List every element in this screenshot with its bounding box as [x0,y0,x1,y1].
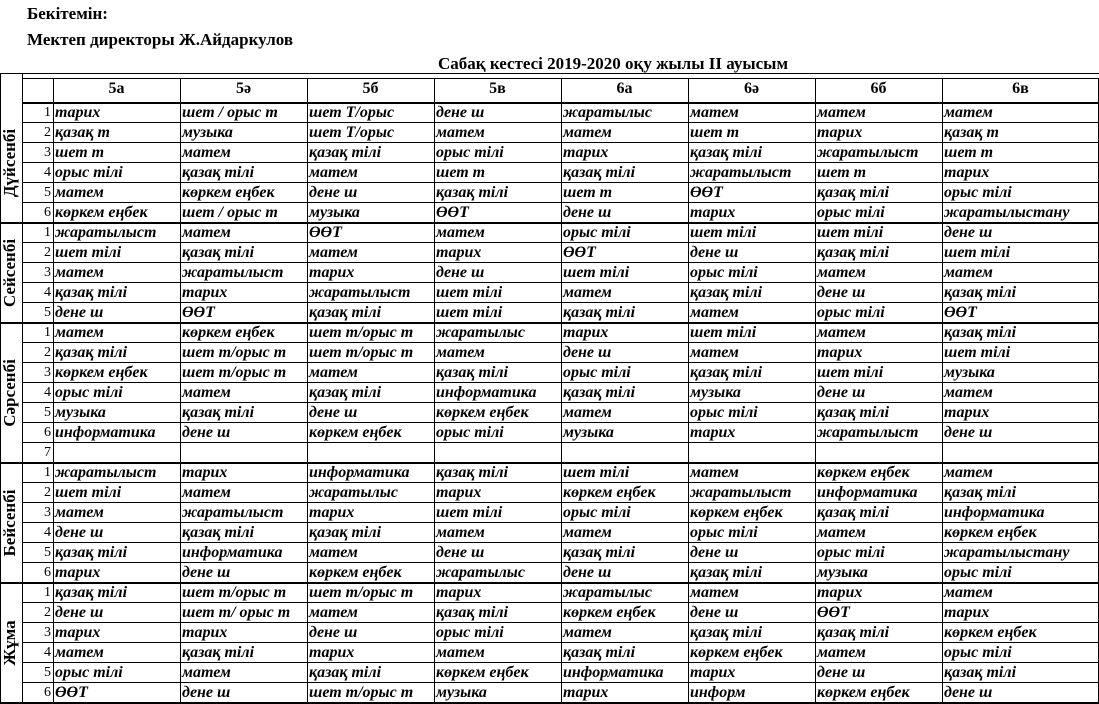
subject-cell: музыка [817,564,868,581]
subject-cell: жаратылыс [436,564,525,581]
subject-cell: қазақ тілі [563,164,636,181]
subject-cell: матем [817,644,866,661]
subject-cell: тарих [690,204,736,221]
subject-cell: жаратылыс [563,584,652,601]
lesson-number: 2 [44,345,51,360]
subject-cell: шет т [436,164,486,181]
subject-cell: дене ш [309,624,358,641]
subject-cell: информатика [817,484,918,501]
lesson-number: 1 [44,465,51,480]
lesson-number: 6 [44,565,51,580]
subject-cell: көркем еңбек [55,364,148,381]
subject-cell: шет т/орыс т [309,584,414,601]
subject-cell: матем [817,104,866,121]
subject-cell: дене ш [309,404,358,421]
subject-cell: тарих [944,604,990,621]
subject-cell: қазақ тілі [436,364,509,381]
subject-cell: музыка [690,384,741,401]
subject-cell: қазақ тілі [817,184,890,201]
subject-cell: орыс тілі [690,524,758,541]
subject-cell: қазақ тілі [55,584,128,601]
class-header-5: 6ә [743,80,760,97]
subject-cell: матем [55,504,104,521]
subject-cell: шет т/ орыс т [182,604,291,621]
subject-cell: дене ш [944,684,993,701]
subject-cell: орыс тілі [55,664,123,681]
subject-cell: қазақ тілі [436,604,509,621]
subject-cell: жаратылыс [563,104,652,121]
subject-cell: шет т/орыс т [182,364,287,381]
subject-cell: тарих [944,164,990,181]
lesson-number: 5 [44,305,51,320]
subject-cell: орыс тілі [690,404,758,421]
subject-cell: дене ш [182,424,231,441]
subject-cell: тарих [817,344,863,361]
lesson-number: 3 [44,625,51,640]
subject-cell: музыка [182,124,233,141]
subject-cell: қазақ тілі [944,324,1017,341]
subject-cell: қазақ тілі [182,524,255,541]
subject-cell: қазақ тілі [55,544,128,561]
subject-cell: информатика [55,424,156,441]
subject-cell: қазақ т [944,124,999,141]
subject-cell: дене ш [817,284,866,301]
subject-cell: көркем еңбек [563,604,656,621]
subject-cell [688,443,821,463]
subject-cell: шет тілі [55,244,122,261]
subject-cell: информатика [309,464,410,481]
subject-cell: шет т [944,144,994,161]
subject-cell: шет т [817,164,867,181]
subject-cell: матем [182,484,231,501]
subject-cell: жаратылыст [182,504,284,521]
subject-cell: тарих [55,104,101,121]
subject-cell: шет тілі [944,244,1011,261]
lesson-number: 2 [44,125,51,140]
lesson-number: 6 [44,685,51,700]
subject-cell: қазақ тілі [563,304,636,321]
subject-cell: шет тілі [436,304,503,321]
subject-cell: матем [563,124,612,141]
class-header-4: 6а [616,80,633,97]
subject-cell: ӨӨТ [55,684,88,701]
subject-cell: қазақ тілі [309,384,382,401]
subject-cell: шет т/орыс т [309,344,414,361]
subject-cell: матем [309,164,358,181]
subject-cell: матем [309,604,358,621]
subject-cell: қазақ тілі [563,384,636,401]
subject-cell: дене ш [690,544,739,561]
subject-cell [815,443,948,463]
subject-cell: ӨӨТ [817,604,850,621]
subject-cell: тарих [309,644,355,661]
subject-cell: орыс тілі [944,184,1012,201]
class-header-2: 5б [362,80,379,97]
subject-cell: матем [436,224,485,241]
subject-cell: қазақ тілі [309,664,382,681]
subject-cell: информ [690,684,746,701]
subject-cell: дене ш [817,664,866,681]
subject-cell: қазақ тілі [182,644,255,661]
subject-cell: матем [182,664,231,681]
subject-cell: информатика [563,664,664,681]
subject-cell: ӨӨТ [690,184,723,201]
subject-cell: шет тілі [690,324,757,341]
subject-cell: тарих [944,404,990,421]
lesson-number: 3 [44,145,51,160]
subject-cell: шет тілі [817,224,884,241]
subject-cell: шет тілі [436,504,503,521]
subject-cell: орыс тілі [436,144,504,161]
subject-cell: матем [944,264,993,281]
subject-cell: шет Т/орыс [309,124,395,141]
lesson-number: 1 [44,585,51,600]
subject-cell: шет т/орыс т [309,324,414,341]
subject-cell: қазақ тілі [563,644,636,661]
subject-cell: қазақ тілі [690,364,763,381]
subject-cell: тарих [436,484,482,501]
subject-cell: қазақ тілі [690,284,763,301]
subject-cell: матем [944,464,993,481]
subject-cell: қазақ тілі [817,504,890,521]
subject-cell: көркем еңбек [182,184,275,201]
column-line [688,78,689,703]
subject-cell: матем [436,524,485,541]
lesson-number: 4 [44,285,51,300]
subject-cell: көркем еңбек [817,684,910,701]
subject-cell: қазақ тілі [817,404,890,421]
subject-cell: көркем еңбек [309,564,402,581]
column-line [434,78,435,703]
subject-cell: матем [182,224,231,241]
lesson-number: 4 [44,525,51,540]
subject-cell: көркем еңбек [690,504,783,521]
subject-cell: матем [563,524,612,541]
subject-cell: орыс тілі [944,564,1012,581]
column-line [22,73,23,703]
subject-cell: шет тілі [563,464,630,481]
subject-cell: шет т [55,144,105,161]
subject-cell: қазақ тілі [55,344,128,361]
subject-cell: шет / орыс т [182,104,278,121]
subject-cell: матем [309,364,358,381]
subject-cell: матем [55,644,104,661]
subject-cell: орыс тілі [563,364,631,381]
subject-cell: көркем еңбек [817,464,910,481]
subject-cell: жаратылыст [690,164,792,181]
subject-cell: тарих [690,424,736,441]
schedule-title: Сабақ кестесі 2019-2020 оқу жылы ІІ ауысым [438,54,789,73]
subject-cell: матем [563,284,612,301]
subject-cell [307,443,440,463]
subject-cell: матем [55,264,104,281]
subject-cell: музыка [55,404,106,421]
subject-cell: қазақ тілі [182,244,255,261]
subject-cell: жаратылыст [55,224,157,241]
subject-cell: жаратылыс [436,324,525,341]
lesson-number: 5 [44,545,51,560]
subject-cell: матем [690,584,739,601]
subject-cell: дене ш [944,424,993,441]
subject-cell: қазақ тілі [817,624,890,641]
subject-cell: матем [944,384,993,401]
subject-cell: матем [690,344,739,361]
subject-cell: матем [55,184,104,201]
subject-cell: шет тілі [817,364,884,381]
lesson-number: 6 [44,425,51,440]
subject-cell: көркем еңбек [436,404,529,421]
lesson-number: 6 [44,205,51,220]
subject-cell: матем [436,124,485,141]
subject-cell [942,443,1099,463]
subject-cell: жаратылыст [182,264,284,281]
class-header-0: 5а [108,80,125,97]
subject-cell: матем [690,304,739,321]
subject-cell: ӨӨТ [436,204,469,221]
column-line [561,78,562,703]
subject-cell: матем [817,524,866,541]
day-label: Бейсенбі [0,489,19,557]
subject-cell: матем [309,544,358,561]
subject-cell: матем [563,624,612,641]
subject-cell: тарих [436,244,482,261]
lesson-number: 2 [44,605,51,620]
subject-cell: орыс тілі [563,224,631,241]
lesson-number: 5 [44,405,51,420]
subject-cell: тарих [309,504,355,521]
subject-cell: музыка [309,204,360,221]
lesson-number: 5 [44,185,51,200]
day-label: Жұма [0,620,19,666]
subject-cell: көркем еңбек [563,484,656,501]
subject-cell: дене ш [55,604,104,621]
subject-cell [53,443,186,463]
lesson-number: 1 [44,325,51,340]
subject-cell: матем [436,644,485,661]
class-header-7: 6в [1012,80,1029,97]
subject-cell [561,443,694,463]
subject-cell: қазақ тілі [436,184,509,201]
subject-cell: дене ш [563,344,612,361]
subject-cell: дене ш [55,524,104,541]
subject-cell: тарих [817,584,863,601]
subject-cell: қазақ тілі [309,144,382,161]
subject-cell: тарих [182,464,228,481]
subject-cell: жаратылыст [55,464,157,481]
subject-cell: дене ш [309,184,358,201]
subject-cell: шет т [563,184,613,201]
day-label: Сейсенбі [0,238,19,308]
subject-cell: көркем еңбек [944,624,1037,641]
lesson-number: 2 [44,485,51,500]
subject-cell: қазақ тілі [944,284,1017,301]
subject-cell: жаратылыст [690,484,792,501]
subject-cell: дене ш [436,264,485,281]
subject-cell: дене ш [55,304,104,321]
subject-cell: дене ш [436,104,485,121]
subject-cell: жаратылыстану [944,204,1070,221]
day-label: Дүйсенбі [0,128,19,198]
subject-cell: орыс тілі [436,424,504,441]
subject-cell: орыс тілі [436,624,504,641]
subject-cell: матем [309,244,358,261]
subject-cell: информатика [436,384,537,401]
subject-cell: қазақ тілі [690,564,763,581]
subject-cell: матем [563,404,612,421]
lesson-number: 5 [44,665,51,680]
subject-cell: музыка [944,364,995,381]
column-line [942,78,943,703]
subject-cell: шет тілі [563,264,630,281]
subject-cell: жаратылыстану [944,544,1070,561]
class-header-6: 6б [870,80,887,97]
subject-cell: қазақ тілі [690,144,763,161]
subject-cell: тарих [817,124,863,141]
subject-cell: ӨӨТ [563,244,596,261]
subject-cell: орыс тілі [817,304,885,321]
subject-cell: жаратылыст [309,284,411,301]
subject-cell: матем [690,464,739,481]
subject-cell: тарих [436,584,482,601]
subject-cell: тарих [55,564,101,581]
subject-cell: дене ш [563,204,612,221]
subject-cell: орыс тілі [55,164,123,181]
column-line [53,78,54,703]
subject-cell: матем [690,104,739,121]
director-signature-line: Мектеп директоры Ж.Айдаркулов [27,30,294,49]
subject-cell: шет т/орыс т [309,684,414,701]
subject-cell: қазақ тілі [563,544,636,561]
lesson-number: 4 [44,165,51,180]
subject-cell: көркем еңбек [55,204,148,221]
lesson-number: 4 [44,645,51,660]
lesson-number: 3 [44,505,51,520]
lesson-number: 3 [44,365,51,380]
subject-cell: қазақ т [55,124,110,141]
subject-cell: көркем еңбек [309,424,402,441]
subject-cell: матем [817,264,866,281]
subject-cell: тарих [563,324,609,341]
subject-cell: көркем еңбек [182,324,275,341]
subject-cell: шет т/орыс т [182,584,287,601]
subject-cell: орыс тілі [817,544,885,561]
subject-cell: дене ш [182,684,231,701]
subject-cell: шет тілі [944,344,1011,361]
subject-cell: информатика [944,504,1045,521]
subject-cell [180,443,313,463]
lesson-number: 3 [44,265,51,280]
subject-cell: матем [55,324,104,341]
subject-cell [434,443,567,463]
subject-cell: шет т/орыс т [182,344,287,361]
lesson-number: 4 [44,385,51,400]
column-line [180,78,181,703]
subject-cell: дене ш [182,564,231,581]
subject-cell: дене ш [690,604,739,621]
subject-cell: тарих [563,144,609,161]
subject-cell: қазақ тілі [309,304,382,321]
subject-cell: матем [944,104,993,121]
subject-cell: дене ш [563,564,612,581]
subject-cell: тарих [690,664,736,681]
subject-cell: тарих [563,684,609,701]
subject-cell: ӨӨТ [182,304,215,321]
subject-cell: жаратылыс [309,484,398,501]
subject-cell: дене ш [690,244,739,261]
subject-cell: музыка [563,424,614,441]
subject-cell: матем [817,324,866,341]
column-line [815,78,816,703]
subject-cell: тарих [55,624,101,641]
subject-cell: тарих [182,284,228,301]
subject-cell: ӨӨТ [309,224,342,241]
subject-cell: шет тілі [55,484,122,501]
subject-cell: матем [436,344,485,361]
subject-cell: орыс тілі [690,264,758,281]
class-header-1: 5ә [235,80,252,97]
subject-cell: тарих [182,624,228,641]
subject-cell: ӨӨТ [944,304,977,321]
subject-cell: көркем еңбек [436,664,529,681]
subject-cell: матем [182,384,231,401]
subject-cell: дене ш [436,544,485,561]
subject-cell: көркем еңбек [944,524,1037,541]
lesson-number: 1 [44,105,51,120]
subject-cell: қазақ тілі [944,664,1017,681]
lesson-number: 7 [44,445,51,460]
column-line [307,78,308,703]
subject-cell: көркем еңбек [690,644,783,661]
day-label: Сәрсенбі [0,359,19,427]
subject-cell: қазақ тілі [55,284,128,301]
subject-cell: жаратылыст [817,424,919,441]
subject-cell: шет / орыс т [182,204,278,221]
subject-cell: информатика [182,544,283,561]
subject-cell: орыс тілі [944,644,1012,661]
subject-cell: жаратылыст [817,144,919,161]
subject-cell: шет т [690,124,740,141]
lesson-number: 1 [44,225,51,240]
subject-cell: дене ш [817,384,866,401]
subject-cell: матем [944,584,993,601]
subject-cell: шет Т/орыс [309,104,395,121]
subject-cell: қазақ тілі [436,464,509,481]
subject-cell: қазақ тілі [690,624,763,641]
subject-cell: шет тілі [690,224,757,241]
subject-cell: тарих [309,264,355,281]
subject-cell: орыс тілі [563,504,631,521]
subject-cell: қазақ тілі [817,244,890,261]
subject-cell: орыс тілі [817,204,885,221]
subject-cell: шет тілі [436,284,503,301]
subject-cell: қазақ тілі [309,524,382,541]
lesson-number: 2 [44,245,51,260]
subject-cell: музыка [436,684,487,701]
subject-cell: орыс тілі [55,384,123,401]
approval-label: Бекітемін: [27,4,108,23]
subject-cell: қазақ тілі [944,484,1017,501]
class-header-3: 5в [489,80,506,97]
subject-cell: қазақ тілі [182,404,255,421]
table-top-border [0,73,1099,74]
subject-cell: қазақ тілі [182,164,255,181]
subject-cell: дене ш [944,224,993,241]
subject-cell: матем [182,144,231,161]
